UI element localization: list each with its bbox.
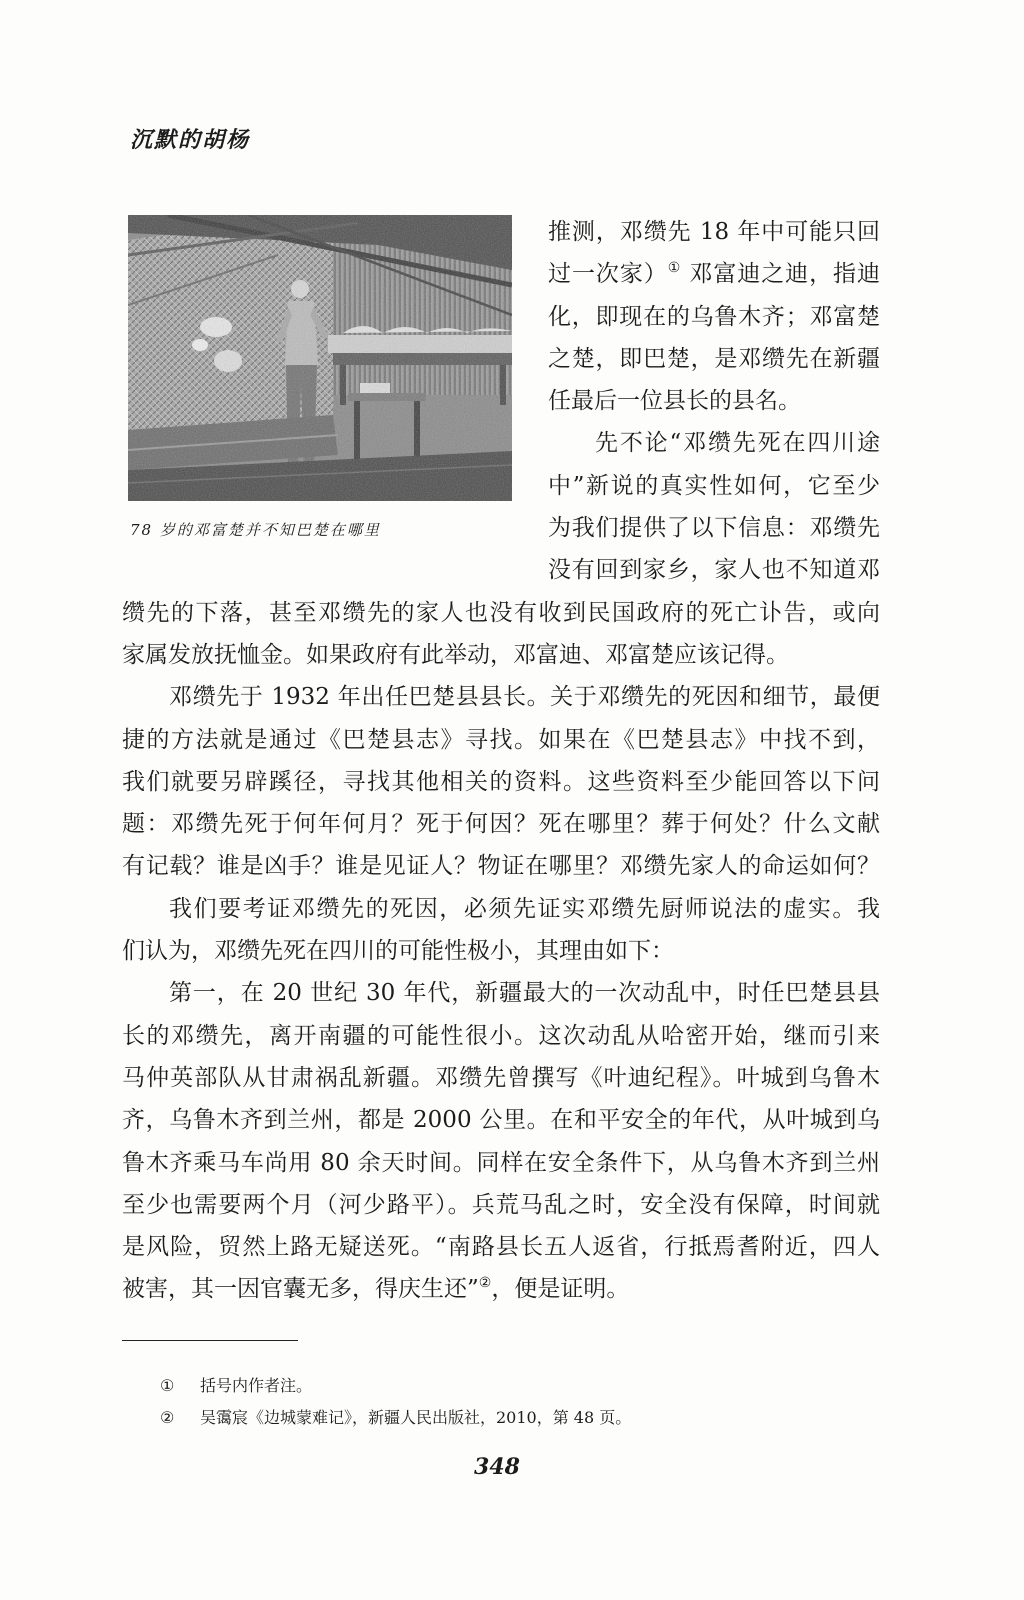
body-line: 是风险，贸然上路无疑送死。“南路县长五人返省，行抵焉耆附近，四人 — [122, 1234, 880, 1261]
body-line: 家属发放抚恤金。如果政府有此举动，邓富迪、邓富楚应该记得。 — [122, 641, 789, 668]
side-line: 之楚，即巴楚，是邓缵先在新疆 — [548, 345, 880, 372]
footnote-text: 括号内作者注。 — [200, 1376, 313, 1395]
side-line: 推测，邓缵先 18 年中可能只回 — [548, 219, 880, 245]
footnote-1 — [160, 1373, 312, 1399]
body-line: 缵先的下落，甚至邓缵先的家人也没有收到民国政府的死亡讣告，或向 — [122, 599, 880, 626]
body-line: 我们要考证邓缵先的死因，必须先证实邓缵先厨师说法的虚实。我 — [169, 895, 880, 922]
body-line: 至少也需要两个月（河少路平）。兵荒马乱之时，安全没有保障，时间就 — [122, 1191, 880, 1218]
body-line: 第一，在 20 世纪 30 年代，新疆最大的一次动乱中，时任巴楚县县 — [169, 980, 880, 1007]
body-line: 齐，乌鲁木齐到兰州，都是 2000 公里。在和平安全的年代，从叶城到乌 — [122, 1107, 880, 1134]
body-line: 马仲英部队从甘肃祸乱新疆。邓缵先曾撰写《叶迪纪程》。叶城到乌鲁木 — [122, 1064, 880, 1091]
side-line — [548, 253, 880, 295]
body-text — [122, 592, 880, 1311]
body-line: 邓缵先于 1932 年出任巴楚县县长。关于邓缵先的死因和细节，最便 — [169, 684, 880, 711]
photo-elderly-man-in-house — [128, 215, 512, 501]
side-line: 化，即现在的乌鲁木齐；邓富楚 — [548, 303, 880, 330]
side-line-text: 过一次家） — [548, 261, 668, 288]
page-number: 348 — [474, 1454, 520, 1480]
side-line: 中”新说的真实性如何，它至少 — [548, 472, 880, 499]
side-line: 为我们提供了以下信息：邓缵先 — [548, 515, 880, 542]
running-title: 沉默的胡杨 — [130, 127, 251, 153]
body-line: 鲁木齐乘马车尚用 80 余天时间。同样在安全条件下，从乌鲁木齐到兰州 — [122, 1149, 880, 1176]
body-line — [122, 1268, 880, 1310]
side-line: 任最后一位县长的县名。 — [548, 388, 801, 415]
footnote-mark: ① — [160, 1376, 175, 1395]
side-line: 先不论“邓缵先死在四川途 — [595, 430, 880, 457]
body-line: 题：邓缵先死于何年何月？死于何因？死在哪里？葬于何处？什么文献 — [122, 811, 880, 838]
side-column-text — [548, 211, 880, 592]
side-line-text: 邓富迪之迪，指迪 — [681, 261, 880, 288]
footnote-divider — [122, 1340, 298, 1341]
body-line: 捷的方法就是通过《巴楚县志》寻找。如果在《巴楚县志》中找不到， — [122, 726, 880, 753]
body-line: 我们就要另辟蹊径，寻找其他相关的资料。这些资料至少能回答以下问 — [122, 768, 880, 795]
footnote-mark: ② — [160, 1408, 175, 1427]
photo-image — [128, 215, 512, 501]
photo-caption: 78 岁的邓富楚并不知巴楚在哪里 — [130, 521, 381, 539]
body-line-text: ，便是证明。 — [491, 1276, 630, 1303]
footnote-ref-1: ① — [667, 260, 682, 277]
footnote-2 — [160, 1405, 631, 1431]
body-line: 们认为，邓缵先死在四川的可能性极小，其理由如下： — [122, 938, 674, 965]
body-line: 有记载？谁是凶手？谁是见证人？物证在哪里？邓缵先家人的命运如何？ — [122, 853, 880, 880]
footnote-ref-2: ② — [478, 1275, 492, 1292]
body-line-text: 被害，其一因官囊无多，得庆生还” — [122, 1276, 479, 1303]
footnote-text: 吴霭宸《边城蒙难记》，新疆人民出版社，2010，第 48 页。 — [200, 1408, 632, 1427]
body-line: 长的邓缵先，离开南疆的可能性很小。这次动乱从哈密开始，继而引来 — [122, 1022, 880, 1049]
side-line: 没有回到家乡，家人也不知道邓 — [548, 557, 880, 584]
